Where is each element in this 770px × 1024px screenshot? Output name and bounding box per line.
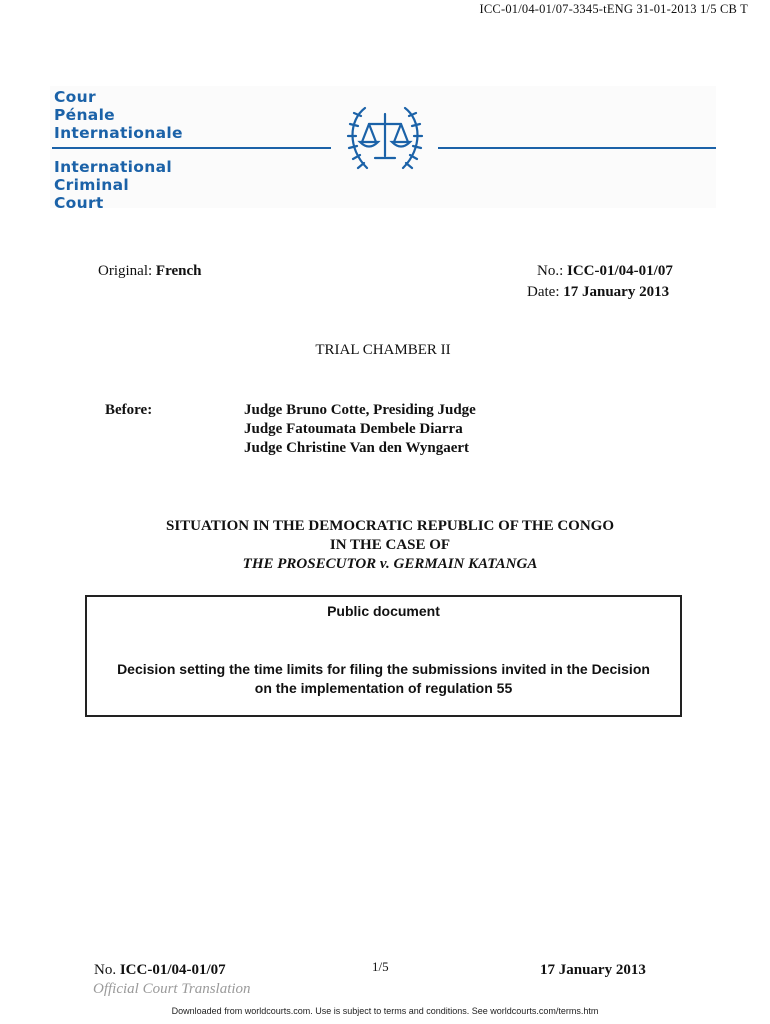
download-notice: Downloaded from worldcourts.com. Use is subject to terms and conditions. See worldcourts.com/terms.htm xyxy=(171,1006,599,1016)
document-title-continued: on the implementation of regulation 55 xyxy=(254,680,513,696)
logo-line: Internationale xyxy=(54,124,183,142)
document-date xyxy=(527,283,669,302)
situation-title: SITUATION IN THE DEMOCRATIC REPUBLIC OF THE CONGO xyxy=(166,518,614,534)
document-classification: Public document xyxy=(327,603,440,619)
date-value: 17 January 2013 xyxy=(563,284,670,300)
original-label: Original: xyxy=(98,263,153,279)
footer-date: 17 January 2013 xyxy=(540,962,646,978)
case-number-value: ICC-01/04-01/07 xyxy=(567,263,673,279)
translation-note: Official Court Translation xyxy=(93,981,251,997)
scales-of-justice-laurel-icon xyxy=(335,98,435,178)
original-value: French xyxy=(155,263,202,279)
logo-divider-right xyxy=(438,147,716,149)
logo-line: International xyxy=(54,158,172,176)
original-language xyxy=(98,262,201,281)
case-name: THE PROSECUTOR v. GERMAIN KATANGA xyxy=(242,556,538,572)
case-of-line: IN THE CASE OF xyxy=(329,537,451,553)
footer-no-label: No. xyxy=(94,962,117,978)
before-label: Before: xyxy=(105,402,153,418)
logo-line: Cour xyxy=(54,88,96,106)
logo-line: Criminal xyxy=(54,176,130,194)
judge-name: Judge Fatoumata Dembele Diarra xyxy=(244,421,463,437)
case-number xyxy=(537,262,673,281)
case-number-label: No.: xyxy=(537,263,564,279)
date-label: Date: xyxy=(527,284,560,300)
logo-divider-left xyxy=(52,147,331,149)
judge-name: Judge Bruno Cotte, Presiding Judge xyxy=(244,402,476,418)
header-reference: ICC-01/04-01/07-3345-tENG 31-01-2013 1/5 CB T xyxy=(479,2,748,16)
logo-french-name xyxy=(54,88,183,142)
footer-no-value: ICC-01/04-01/07 xyxy=(119,962,226,978)
document-title-box xyxy=(85,595,682,717)
footer-case-number xyxy=(94,961,226,980)
page-number: 1/5 xyxy=(372,959,389,974)
document-title: Decision setting the time limits for filing the submissions invited in the Decision xyxy=(117,661,650,677)
chamber-title: TRIAL CHAMBER II xyxy=(315,342,451,358)
logo-line: Pénale xyxy=(54,106,115,124)
logo-line: Court xyxy=(54,194,104,212)
logo-english-name xyxy=(54,158,172,212)
judge-name: Judge Christine Van den Wyngaert xyxy=(244,440,470,456)
